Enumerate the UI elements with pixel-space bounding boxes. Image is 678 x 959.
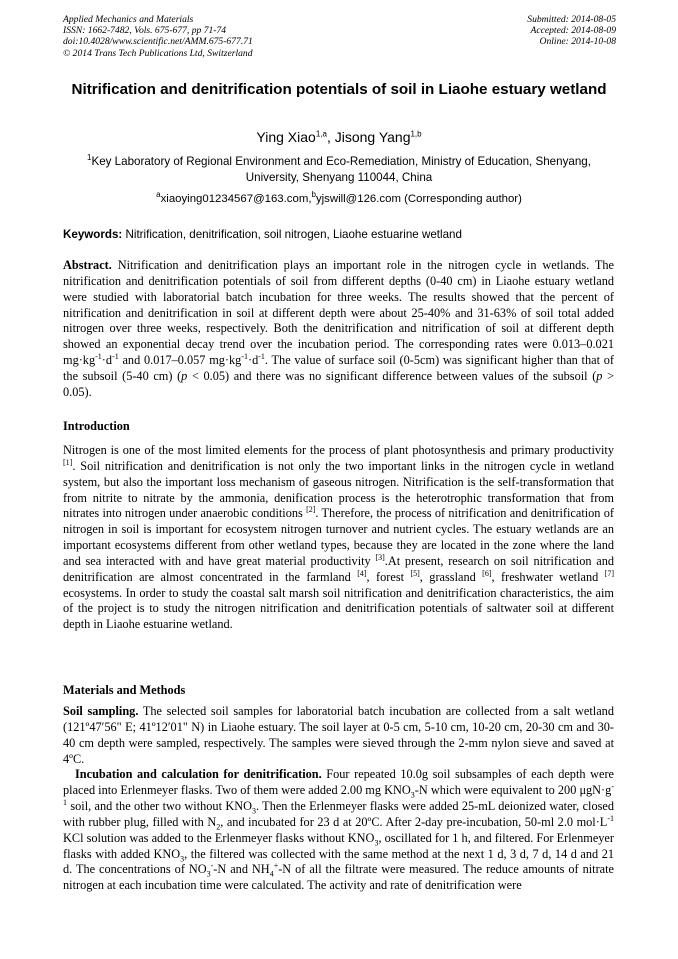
introduction-body [63, 443, 614, 633]
intro-text: ecosystems. In order to study the coastal salt marsh soil nitrification and denitrification characteristics, the aim of the project is to study the nitrogen nitrification and denitrification potentials of saltwater soil at different depth in Liaohe estuarine wetland. [63, 585, 614, 632]
email-line [63, 192, 615, 207]
methods-text: Four repeated 10.0g soil subsamples of each depth were placed into Erlenmeyer flasks. Two of them were added 2.00 mg KNO [63, 767, 614, 798]
chem-subscript: 3 [206, 869, 211, 879]
abstract-text: ·d [248, 353, 259, 368]
abstract-text: < 0.05) and there was no significant difference between values of the subsoil ( [187, 368, 597, 383]
online-date: Online: 2014-10-08 [539, 36, 616, 48]
accepted-date: Accepted: 2014-08-09 [530, 25, 616, 37]
email-b[interactable]: yjswill@126.com (Corresponding author) [315, 193, 522, 205]
citation-ref[interactable]: [2] [306, 505, 316, 515]
citation-ref[interactable]: [3] [375, 552, 385, 562]
methods-text: KCl solution was added to the Erlenmeyer flasks without KNO [63, 830, 375, 845]
abstract-sup: -1 [241, 351, 248, 361]
abstract [63, 258, 614, 401]
p-value-symbol: p [181, 368, 188, 383]
journal-header-right [527, 14, 616, 48]
email-a[interactable]: xiaoying01234567@163.com, [160, 193, 312, 205]
chem-subscript: 3 [410, 790, 415, 800]
abstract-text: Nitrification and denitrification plays an important role in the nitrogen cycle in wetlands. The nitrification and denitrification potentials of soil from different depths (0-40 cm) in Liaohe estuary wetland were studied with laboratorial batch incubation for three weeks. The results showed that the percent of nitrification and denitrification in soil at different depth were about 25-40% and 31-63% of soil total added nitrogen over three weeks, respectively. Both the denitrification and nitrification of soil at different depth showed an exponential decay trend over the incubation period. The corresponding rates were 0.013–0.021 mg·kg [63, 258, 614, 368]
affiliation-text: Key Laboratory of Regional Environment and Eco-Remediation, Ministry of Education, Shenyang, University, Shenyang 110044, China [91, 155, 591, 184]
journal-header-left [63, 14, 253, 59]
incubation-paragraph [63, 767, 614, 894]
email-b-mark: b [311, 190, 316, 200]
citation-ref[interactable]: [4] [357, 568, 367, 578]
methods-heading: Materials and Methods [63, 683, 186, 697]
soil-sampling-text: The selected soil samples for laboratorial batch incubation are collected from a salt wetland (121º47′56" E; 41º12′01" N) in Liaohe estuary. The soil layer at 0-5 cm, 5-10 cm, 10-20 cm, 20-30 cm and 30-40 cm depth were sampled, respectively. The samples were sieved through the 2-mm nylon sieve and saved at 4ºC. [63, 704, 614, 766]
chem-subscript: 2 [216, 822, 221, 832]
abstract-sup: -1 [258, 351, 265, 361]
submitted-date: Submitted: 2014-08-05 [527, 14, 616, 25]
chem-subscript: 4 [269, 869, 274, 879]
citation-ref[interactable]: [6] [482, 568, 492, 578]
p-value-symbol: p [596, 368, 603, 383]
keywords-label: Keywords: [63, 228, 123, 241]
citation-ref[interactable]: [7] [604, 568, 614, 578]
author-2-affil: 1,b [410, 129, 422, 139]
intro-text: , grassland [419, 569, 483, 584]
keywords-text: Nitrification, denitrification, soil nitrogen, Liaohe estuarine wetland [122, 228, 462, 241]
keywords [63, 227, 615, 242]
unit-superscript: -1 [607, 813, 614, 823]
journal-copyright: © 2014 Trans Tech Publications Ltd, Switzerland [63, 47, 253, 59]
affiliation [63, 154, 615, 185]
introduction-paragraph [63, 443, 614, 633]
abstract-sup: -1 [112, 351, 119, 361]
soil-sampling-label: Soil sampling. [63, 704, 139, 718]
citation-ref[interactable]: [5] [410, 568, 420, 578]
affiliation-mark: 1 [87, 153, 92, 163]
methods-text: , the filtered was collected with the same method at the next 1 d, 3 d, 7 d, 14 d and 21 d. The concentrations of NO [63, 846, 614, 877]
citation-ref[interactable]: [1] [63, 457, 73, 467]
methods-text: -N of all the filtrate were measured. The reduce amounts of nitrate nitrogen at each incubation time were calculated. The activity and rate of denitrification were [63, 862, 615, 893]
intro-text: . Soil nitrification and denitrification is not only the two important links in the nitrogen cycle in wetland system, but also the important loss mechanism of gaseous nitrogen. Nitrification is the self-transformation that from nitrite to nitrate by the ammonia, denification process is the heterotrophic transformation that from nitrates into nitrogen under anaerobic conditions [63, 458, 614, 521]
chem-subscript: 3 [180, 854, 185, 864]
ion-charge: - [210, 861, 214, 871]
intro-text: , forest [366, 569, 411, 584]
methods-body [63, 704, 614, 894]
abstract-text: ·d [101, 353, 113, 368]
abstract-text: . The value of surface soil (0-5cm) was significant higher than that of the subsoil (5-40 cm) ( [63, 353, 614, 383]
methods-text: , oscillated for 1 h, and filtered. For Erlenmeyer flasks with added KNO [63, 830, 614, 861]
abstract-sup: -1 [95, 351, 102, 361]
soil-sampling-paragraph [63, 704, 614, 767]
journal-name: Applied Mechanics and Materials [63, 14, 194, 25]
author-1-affil: 1,a [315, 129, 327, 139]
intro-text: . Therefore, the process of nitrification and denitrification of nitrogen in soil is important for ecosystem nitrogen turnover and nutrient cycles. The estuary wetlands are an important ecosystems different from other wetland types, because they are located in the zone where the land and sea interacted with and have great material productivity [63, 506, 614, 568]
introduction-heading: Introduction [63, 419, 130, 433]
author-1: Ying Xiao [256, 129, 316, 145]
author-line [63, 128, 615, 146]
methods-text: soil, and the other two without KNO [67, 799, 252, 814]
paper-title: Nitrification and denitrification potentials of soil in Liaohe estuary wetland [71, 81, 607, 98]
abstract-paragraph [63, 258, 614, 401]
intro-text: Nitrogen is one of the most limited elements for the process of plant photosynthesis and primary productivity [63, 443, 614, 457]
intro-text: , freshwater wetland [491, 569, 605, 584]
journal-issn: ISSN: 1662-7482, Vols. 675-677, pp 71-74 [63, 25, 227, 37]
methods-text: , and incubated for 23 d at 20ºC. After 2-day pre-incubation, 50-ml 2.0 mol·L [220, 814, 608, 829]
methods-text: -N and NH [213, 862, 270, 877]
incubation-label: Incubation and calculation for denitrification. [75, 767, 322, 782]
chem-subscript: 3 [251, 806, 256, 816]
abstract-text: > 0.05). [63, 368, 614, 399]
chem-subscript: 3 [374, 838, 379, 848]
author-2: Jisong Yang [334, 129, 411, 145]
author-separator: , [326, 129, 335, 145]
journal-doi[interactable]: doi:10.4028/www.scientific.net/AMM.675-677.71 [63, 36, 253, 48]
methods-text: . Then the Erlenmeyer flasks were added 25-mL deionized water, closed with rubber plug, filled with N [63, 799, 614, 829]
intro-text: .At present, research on soil nitrification and denitrification are almost concentrated in the farmland [63, 553, 614, 584]
unit-superscript: -1 [63, 782, 614, 807]
ion-charge: + [273, 861, 279, 871]
methods-text: -N which were equivalent to 200 μgN·g [414, 783, 612, 798]
email-a-mark: a [156, 190, 161, 200]
abstract-label: Abstract. [63, 258, 112, 272]
abstract-text: and 0.017–0.057 mg·kg [118, 353, 242, 368]
